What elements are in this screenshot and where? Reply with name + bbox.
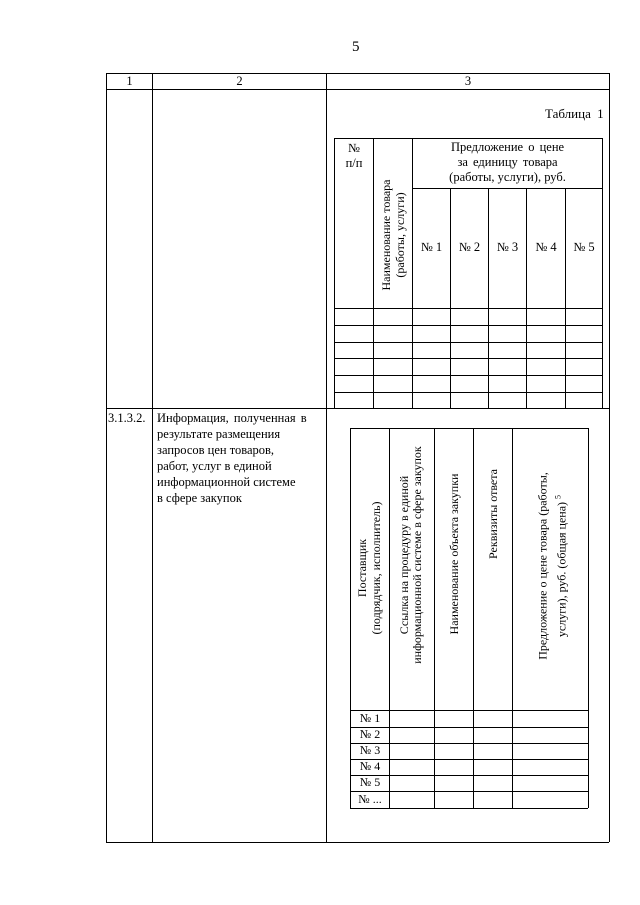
table1-subcol: № 1 bbox=[420, 240, 443, 254]
section-line: работ, услуг в единой bbox=[157, 459, 272, 473]
table2-row-label: № 5 bbox=[359, 775, 381, 789]
section-line: в сфере закупок bbox=[157, 491, 242, 505]
price-text: услуги), руб. (общая цена) bbox=[554, 501, 569, 638]
table2-row-label: № ... bbox=[358, 792, 382, 806]
table2-header-object: Наименование объекта закупки bbox=[447, 473, 461, 635]
table1-subcol: № 5 bbox=[573, 240, 595, 254]
table1-subcol: № 2 bbox=[458, 240, 481, 254]
table2-header-details: Реквизиты ответа bbox=[486, 469, 500, 559]
main-header-col-2: 2 bbox=[236, 74, 243, 88]
table2-row-label: № 1 bbox=[359, 711, 381, 725]
section-code: 3.1.3.2. bbox=[108, 411, 146, 425]
section-line: результате размещения bbox=[157, 427, 281, 441]
footnote-marker: 5 bbox=[553, 494, 563, 499]
table1-subcol: № 4 bbox=[535, 240, 557, 254]
table2-row-label: № 2 bbox=[359, 727, 381, 741]
section-line: запросов цен товаров, bbox=[157, 443, 275, 457]
main-header-col-1: 1 bbox=[126, 74, 133, 88]
main-header-col-3: 3 bbox=[464, 74, 472, 88]
table2-row-label: № 3 bbox=[359, 743, 381, 757]
table2-header-link: Ссылка на процедуру в единой информационной системе в сфере закупок bbox=[397, 446, 424, 664]
table2-header-supplier: Поставщик (подрядчик, исполнитель) bbox=[355, 501, 383, 635]
table1-subcol: № 3 bbox=[496, 240, 519, 254]
table1-header-num: № п/п bbox=[345, 141, 363, 170]
page-number: 5 bbox=[352, 39, 360, 55]
section-line: информационной системе bbox=[157, 475, 296, 489]
table1-caption: Таблица 1 bbox=[545, 106, 604, 121]
table1-header-name: Наименование товара (работы, услуги) bbox=[379, 179, 407, 291]
table2-row-label: № 4 bbox=[359, 759, 381, 773]
table2-header-price: Предложение о цене товара (работы, услуги), руб. (общая цена) $^5$ bbox=[535, 472, 569, 660]
section-line: Информация, полученная в bbox=[157, 411, 307, 425]
table1-header-offer: Предложение о цене за единицу товара (работы, услуги), руб. bbox=[449, 140, 566, 184]
